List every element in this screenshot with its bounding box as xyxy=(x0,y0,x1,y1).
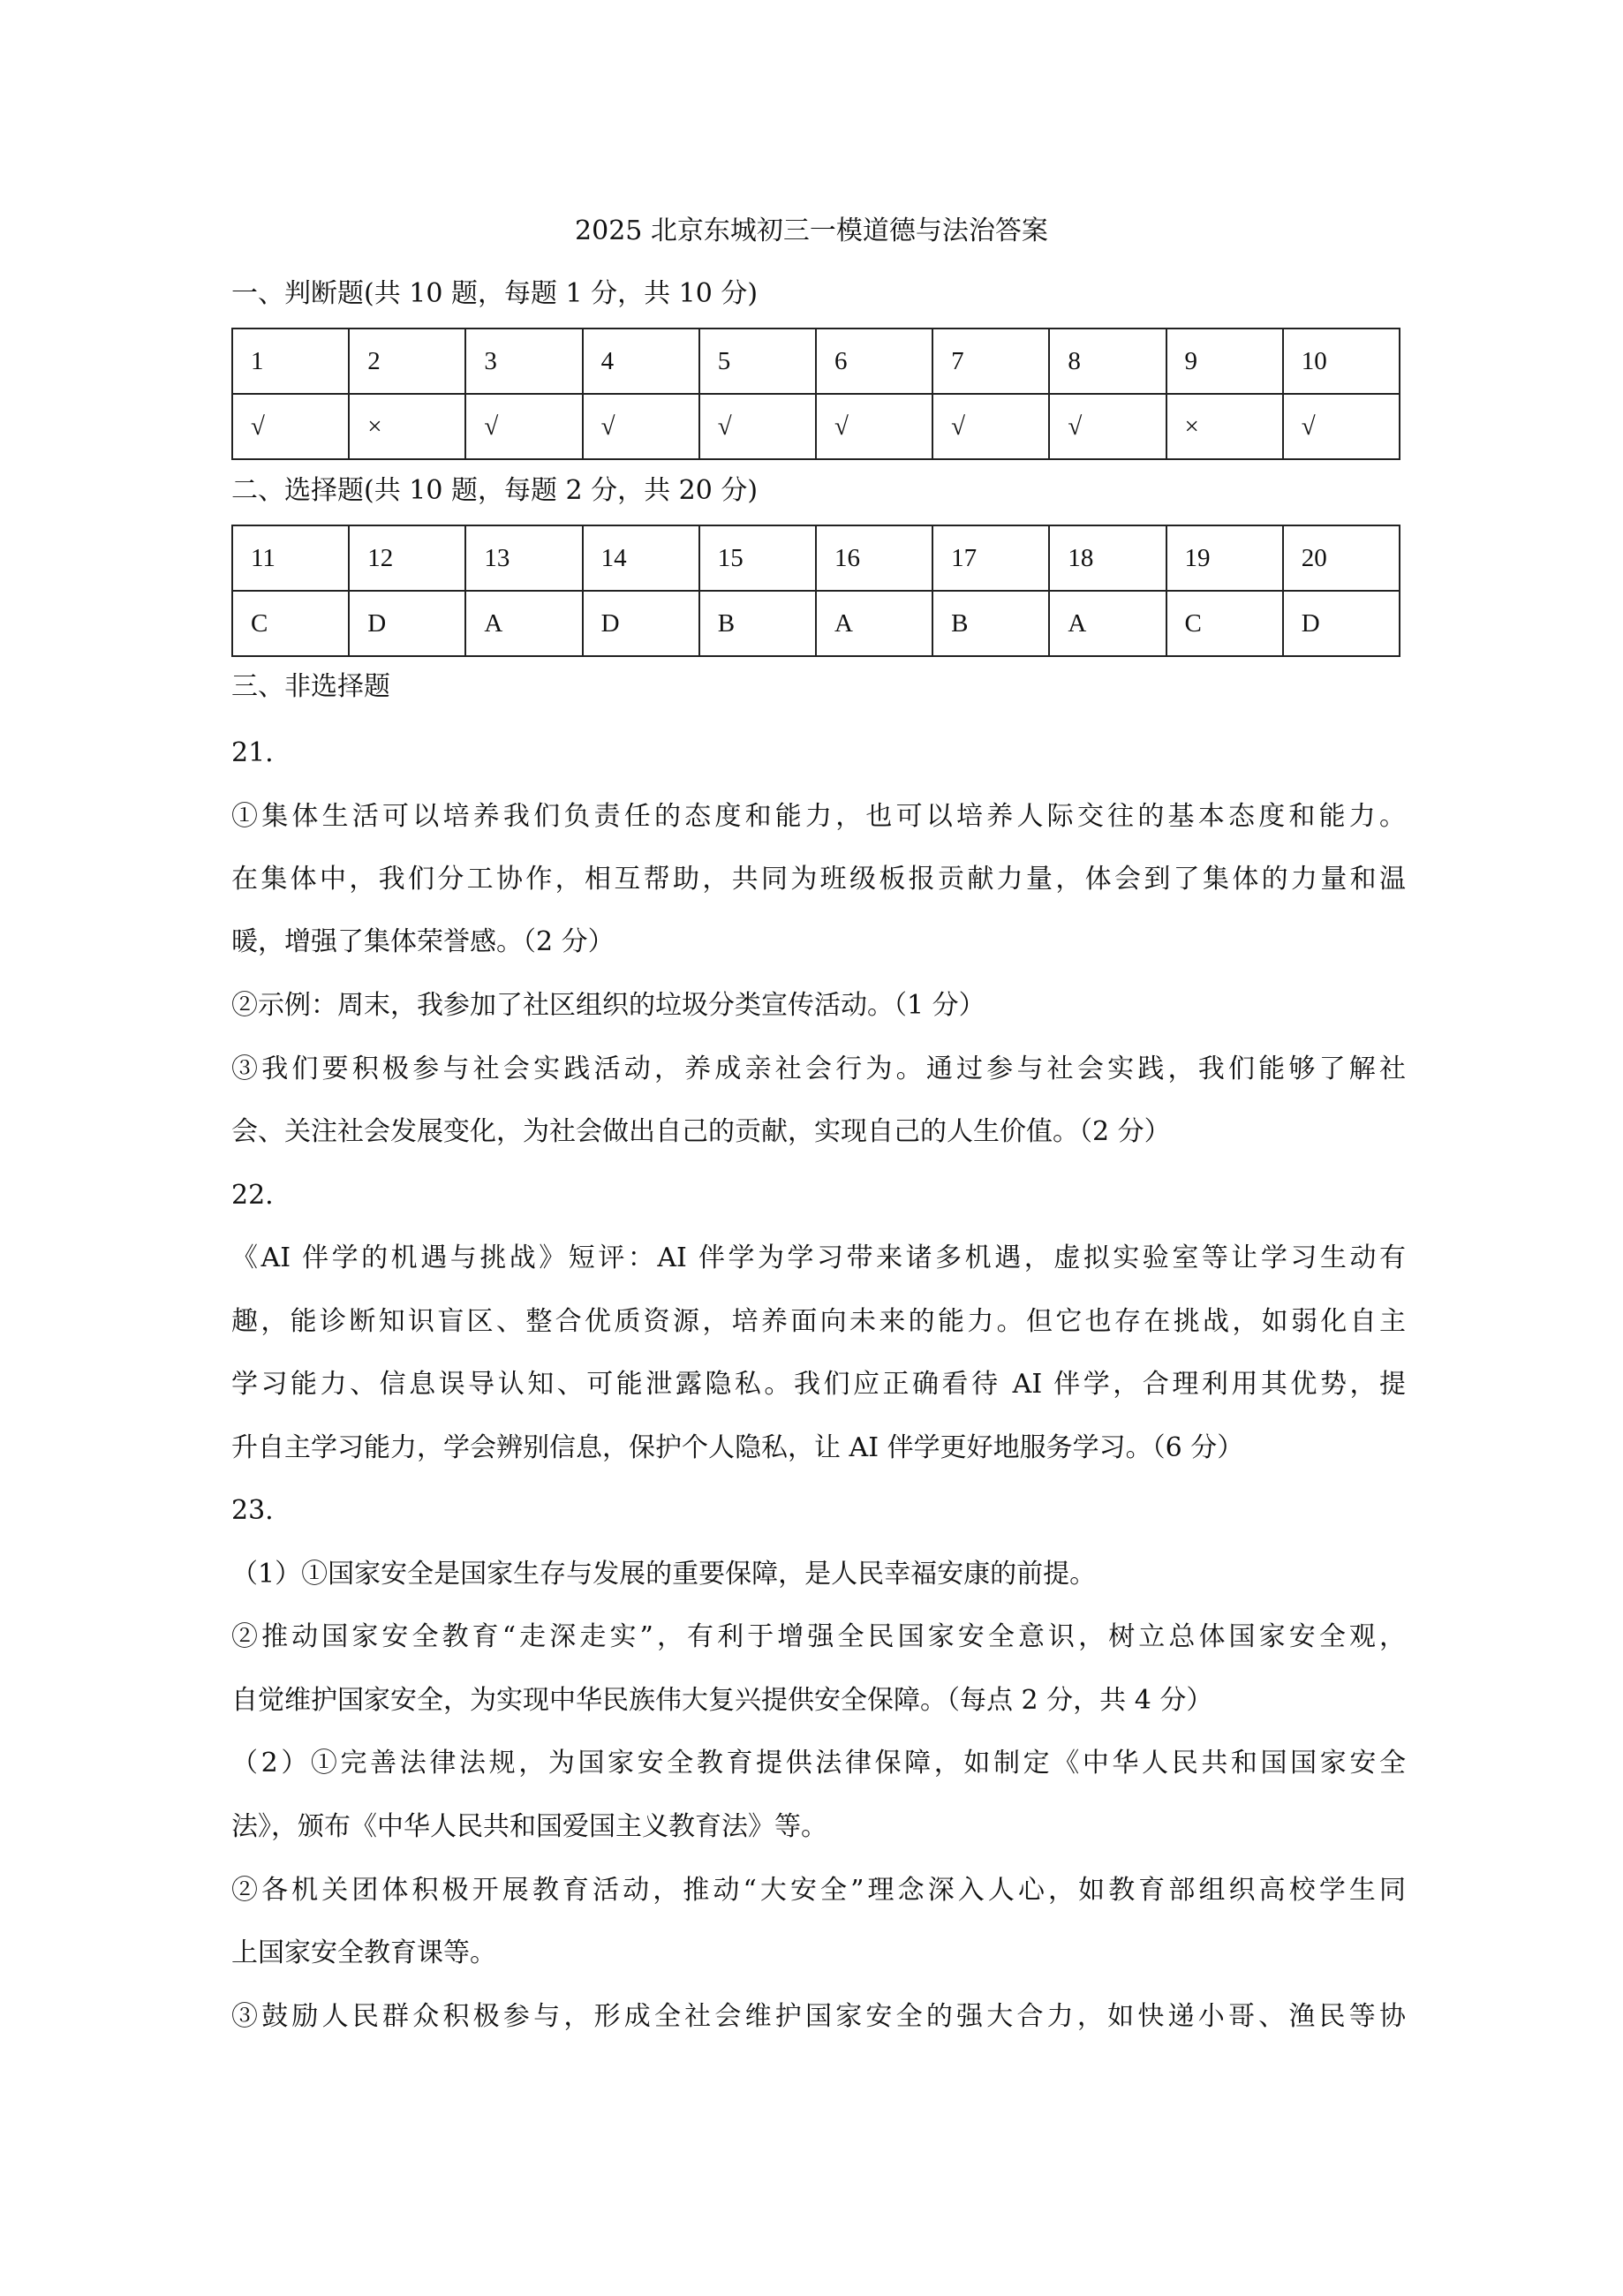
answer-cell: × xyxy=(349,394,465,459)
multiple-choice-answer-table xyxy=(231,525,1400,657)
q21-paragraph: 暖，增强了集体荣誉感。（2 分） xyxy=(231,926,615,957)
q22-paragraph: 学习能力、信息误导认知、可能泄露隐私。我们应正确看待 AI 伴学，合理利用其优势，提 xyxy=(231,1369,1406,1400)
question-number: 2 xyxy=(349,329,465,394)
q23-paragraph: ②各机关团体积极开展教育活动，推动“大安全”理念深入人心，如教育部组织高校学生同 xyxy=(231,1875,1406,1906)
answer-cell: A xyxy=(816,591,932,656)
q23-paragraph: （2）①完善法律法规，为国家安全教育提供法律保障，如制定《中华人民共和国国家安全 xyxy=(231,1748,1406,1779)
answer-cell: √ xyxy=(816,394,932,459)
q22-paragraph: 趣，能诊断知识盲区、整合优质资源，培养面向未来的能力。但它也存在挑战，如弱化自主 xyxy=(231,1306,1406,1337)
q21-paragraph: ③我们要积极参与社会实践活动，养成亲社会行为。通过参与社会实践，我们能够了解社 xyxy=(231,1054,1406,1084)
table-row xyxy=(232,394,1400,459)
answer-cell: √ xyxy=(699,394,816,459)
question-22-number: 22. xyxy=(231,1180,274,1211)
true-false-answer-table xyxy=(231,328,1400,460)
question-number: 19 xyxy=(1166,525,1283,591)
answer-cell: √ xyxy=(1049,394,1166,459)
question-number: 13 xyxy=(465,525,582,591)
q22-paragraph: 《AI 伴学的机遇与挑战》短评：AI 伴学为学习带来诸多机遇，虚拟实验室等让学习生动有 xyxy=(231,1242,1406,1273)
question-23-number: 23. xyxy=(231,1495,274,1526)
question-number: 5 xyxy=(699,329,816,394)
question-number: 20 xyxy=(1283,525,1400,591)
q21-paragraph: ②示例：周末，我参加了社区组织的垃圾分类宣传活动。（1 分） xyxy=(231,990,985,1021)
question-21-number: 21. xyxy=(231,737,274,768)
question-number: 12 xyxy=(349,525,465,591)
q23-paragraph: 法》，颁布《中华人民共和国爱国主义教育法》等。 xyxy=(231,1811,827,1842)
question-number: 6 xyxy=(816,329,932,394)
answer-cell: D xyxy=(583,591,699,656)
section2-heading: 二、选择题(共 10 题，每题 2 分，共 20 分) xyxy=(231,475,759,506)
answer-cell: A xyxy=(465,591,582,656)
q23-paragraph: 自觉维护国家安全，为实现中华民族伟大复兴提供安全保障。（每点 2 分，共 4 分） xyxy=(231,1685,1213,1716)
answer-cell: √ xyxy=(583,394,699,459)
question-number: 7 xyxy=(932,329,1049,394)
question-number: 9 xyxy=(1166,329,1283,394)
question-number: 8 xyxy=(1049,329,1166,394)
table-row xyxy=(232,525,1400,591)
q23-paragraph: ②推动国家安全教育“走深走实”，有利于增强全民国家安全意识，树立总体国家安全观， xyxy=(231,1621,1406,1652)
answer-cell: √ xyxy=(932,394,1049,459)
q23-paragraph: ③鼓励人民群众积极参与，形成全社会维护国家安全的强大合力，如快递小哥、渔民等协 xyxy=(231,2001,1406,2032)
q21-paragraph: 在集体中，我们分工协作，相互帮助，共同为班级板报贡献力量，体会到了集体的力量和温 xyxy=(231,864,1406,895)
answer-cell: A xyxy=(1049,591,1166,656)
table-row xyxy=(232,329,1400,394)
question-number: 14 xyxy=(583,525,699,591)
answer-cell: C xyxy=(232,591,349,656)
question-number: 17 xyxy=(932,525,1049,591)
answer-cell: B xyxy=(932,591,1049,656)
answer-cell: √ xyxy=(1283,394,1400,459)
answer-cell: D xyxy=(349,591,465,656)
answer-cell: √ xyxy=(465,394,582,459)
answer-cell: C xyxy=(1166,591,1283,656)
question-number: 4 xyxy=(583,329,699,394)
q21-paragraph: ①集体生活可以培养我们负责任的态度和能力，也可以培养人际交往的基本态度和能力。 xyxy=(231,801,1406,832)
answer-cell: D xyxy=(1283,591,1400,656)
section3-heading: 三、非选择题 xyxy=(231,671,390,702)
table-row xyxy=(232,591,1400,656)
question-number: 15 xyxy=(699,525,816,591)
q22-paragraph: 升自主学习能力，学会辨别信息，保护个人隐私，让 AI 伴学更好地服务学习。（6 分） xyxy=(231,1432,1244,1463)
answer-cell: B xyxy=(699,591,816,656)
question-number: 11 xyxy=(232,525,349,591)
page-title: 2025 北京东城初三一模道德与法治答案 xyxy=(575,215,1048,246)
answer-cell: √ xyxy=(232,394,349,459)
q23-paragraph: 上国家安全教育课等。 xyxy=(231,1937,496,1968)
section1-heading: 一、判断题(共 10 题，每题 1 分，共 10 分) xyxy=(231,278,759,309)
q21-paragraph: 会、关注社会发展变化，为社会做出自己的贡献，实现自己的人生价值。（2 分） xyxy=(231,1116,1171,1147)
question-number: 10 xyxy=(1283,329,1400,394)
question-number: 16 xyxy=(816,525,932,591)
q23-paragraph: （1）①国家安全是国家生存与发展的重要保障，是人民幸福安康的前提。 xyxy=(231,1559,1097,1590)
question-number: 18 xyxy=(1049,525,1166,591)
answer-cell: × xyxy=(1166,394,1283,459)
question-number: 3 xyxy=(465,329,582,394)
question-number: 1 xyxy=(232,329,349,394)
